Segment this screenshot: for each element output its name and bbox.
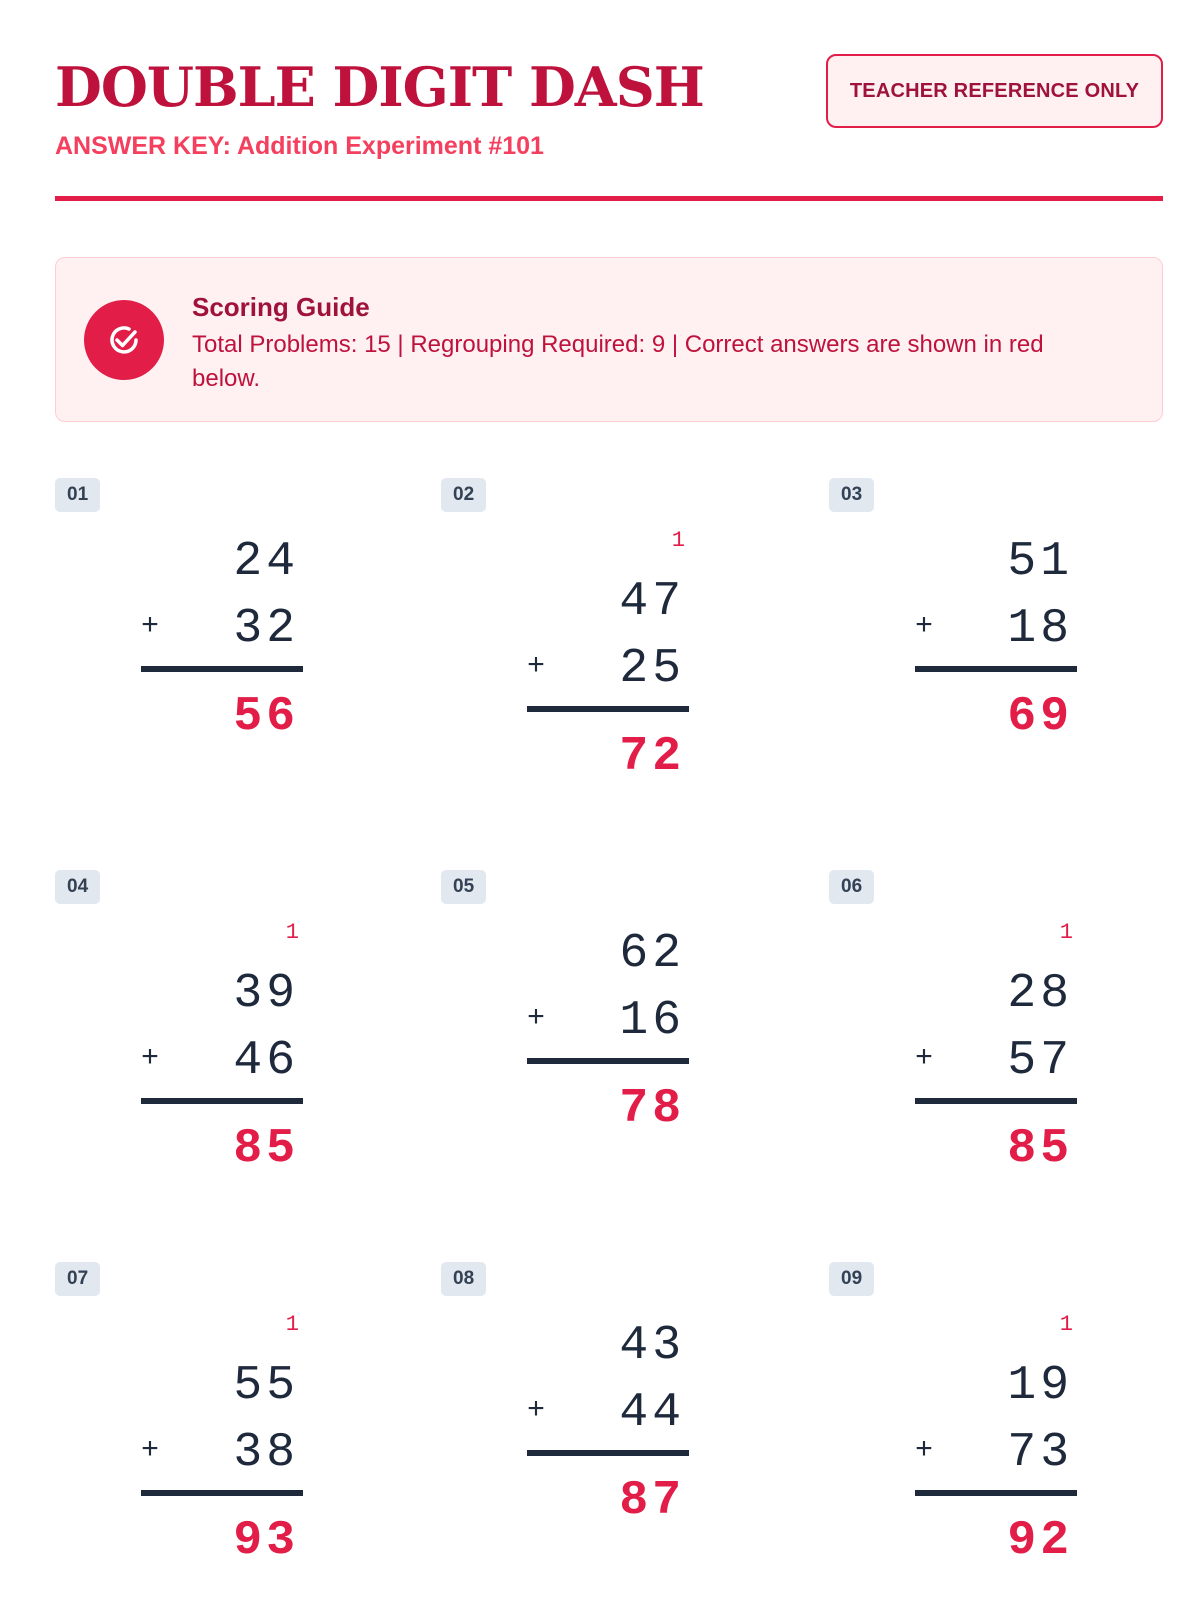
sum-line [527,1450,689,1456]
plus-sign: + [141,1434,160,1468]
answer-value: 85 [233,1122,299,1176]
problem-02 [441,478,771,808]
sum-line [527,1058,689,1064]
problem-number: 03 [829,478,874,512]
plus-sign: + [527,1394,546,1428]
problem-number: 07 [55,1262,100,1296]
top-addend: 24 [233,535,299,589]
carry-digit: 1 [285,920,299,945]
problem-number: 05 [441,870,486,904]
problem-06 [829,870,1159,1200]
addition-stack [141,528,305,788]
plus-sign: + [915,610,934,644]
addition-stack [915,920,1079,1180]
bottom-addend: 57 [1007,1034,1073,1088]
problem-number: 01 [55,478,100,512]
sum-line [141,1490,303,1496]
answer-value: 93 [233,1514,299,1568]
bottom-addend: 25 [619,642,685,696]
problem-01 [55,478,385,808]
sum-line [141,666,303,672]
answer-value: 92 [1007,1514,1073,1568]
sum-line [527,706,689,712]
problem-08 [441,1262,771,1592]
plus-sign: + [915,1434,934,1468]
addition-stack [141,920,305,1180]
bottom-addend: 18 [1007,602,1073,656]
sum-line [915,1490,1077,1496]
top-addend: 47 [619,575,685,629]
bottom-addend: 32 [233,602,299,656]
check-circle-icon [84,300,164,380]
sum-line [915,1098,1077,1104]
problem-number: 02 [441,478,486,512]
teacher-reference-badge: TEACHER REFERENCE ONLY [826,54,1163,128]
addition-stack [141,1312,305,1572]
addition-stack [527,528,691,788]
problem-number: 06 [829,870,874,904]
problem-number: 08 [441,1262,486,1296]
carry-digit: 1 [1059,920,1073,945]
top-addend: 39 [233,967,299,1021]
plus-sign: + [527,1002,546,1036]
top-addend: 43 [619,1319,685,1373]
addition-stack [527,920,691,1180]
plus-sign: + [141,1042,160,1076]
addition-stack [915,1312,1079,1572]
plus-sign: + [527,650,546,684]
scoring-guide-panel [55,257,1163,422]
problem-09 [829,1262,1159,1592]
top-addend: 19 [1007,1359,1073,1413]
header-divider [55,196,1163,201]
worksheet-header [55,52,1163,202]
answer-key-subtitle: ANSWER KEY: Addition Experiment #101 [55,132,544,160]
scoring-guide-title: Scoring Guide [192,292,370,322]
plus-sign: + [915,1042,934,1076]
answer-value: 85 [1007,1122,1073,1176]
bottom-addend: 73 [1007,1426,1073,1480]
bottom-addend: 46 [233,1034,299,1088]
problem-number: 09 [829,1262,874,1296]
worksheet-title: DOUBLE DIGIT DASH [55,55,704,119]
sum-line [141,1098,303,1104]
sum-line [915,666,1077,672]
answer-value: 56 [233,690,299,744]
scoring-guide-text: Total Problems: 15 | Regrouping Required: 9 | Correct answers are shown in red below. [192,331,1044,392]
top-addend: 62 [619,927,685,981]
bottom-addend: 16 [619,994,685,1048]
answer-value: 72 [619,730,685,784]
bottom-addend: 44 [619,1386,685,1440]
top-addend: 51 [1007,535,1073,589]
plus-sign: + [141,610,160,644]
problem-04 [55,870,385,1200]
answer-value: 69 [1007,690,1073,744]
problem-number: 04 [55,870,100,904]
addition-stack [915,528,1079,788]
answer-value: 78 [619,1082,685,1136]
carry-digit: 1 [671,528,685,553]
top-addend: 28 [1007,967,1073,1021]
answer-value: 87 [619,1474,685,1528]
problem-07 [55,1262,385,1592]
problem-03 [829,478,1159,808]
carry-digit: 1 [285,1312,299,1337]
top-addend: 55 [233,1359,299,1413]
addition-stack [527,1312,691,1572]
problem-05 [441,870,771,1200]
carry-digit: 1 [1059,1312,1073,1337]
bottom-addend: 38 [233,1426,299,1480]
